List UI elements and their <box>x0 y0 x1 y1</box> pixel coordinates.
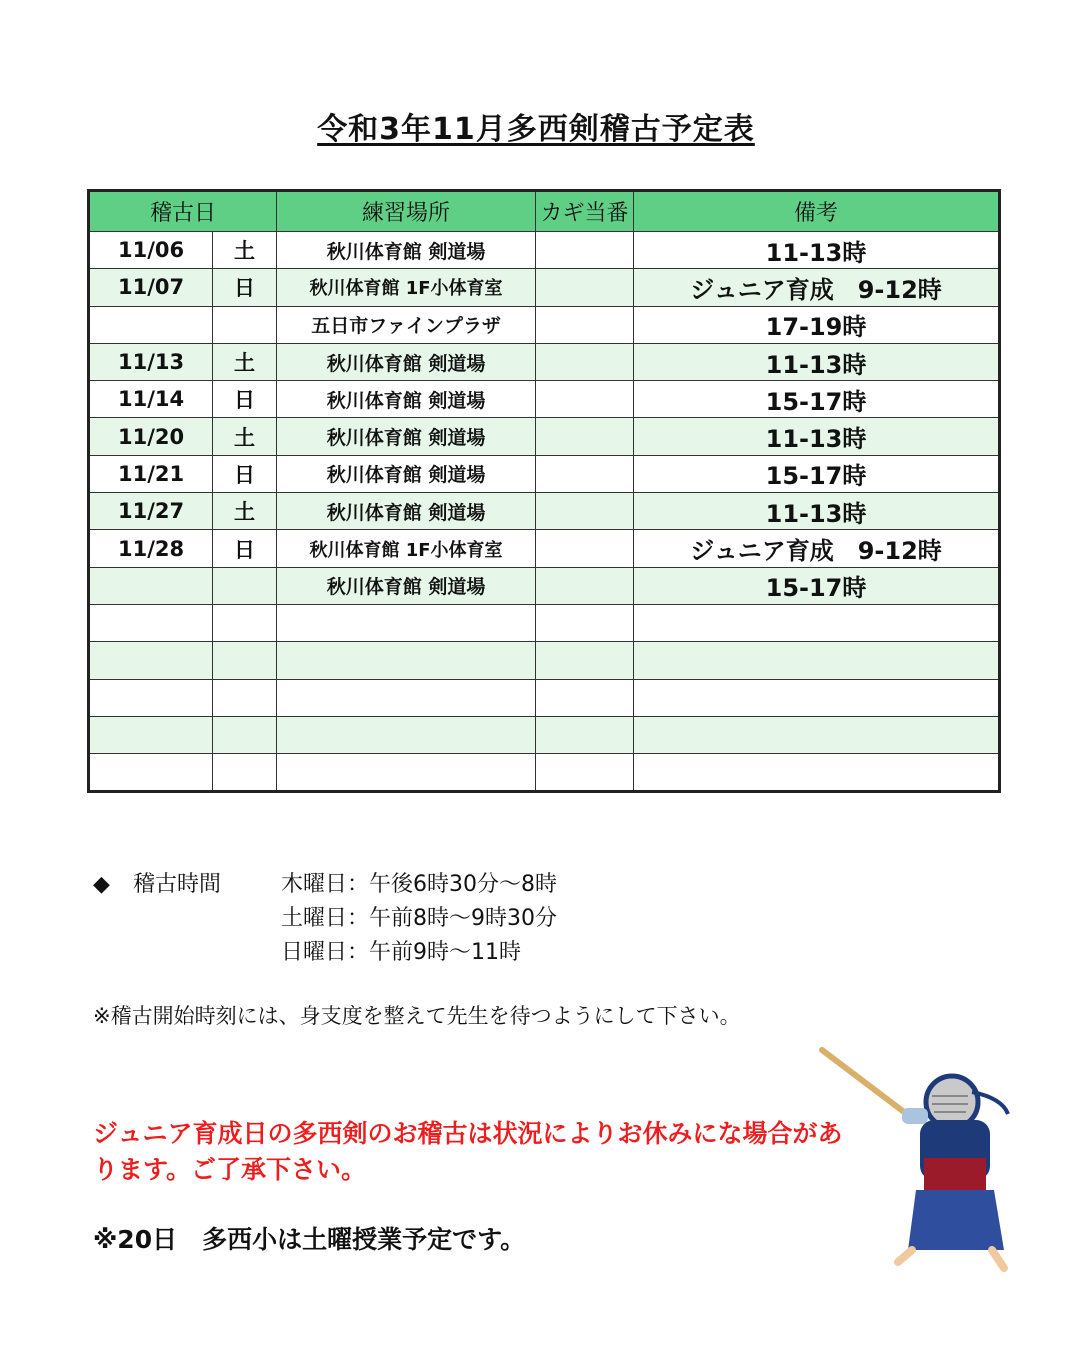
weekday-cell <box>213 716 277 753</box>
hours-line: 木曜日：午後6時30分～8時 <box>281 872 557 897</box>
notice-text: ※稽古開始時刻には、身支度を整えて先生を待つようにして下さい。 <box>93 1004 741 1028</box>
weekday-cell <box>213 642 277 679</box>
weekday-cell: 日 <box>213 381 277 418</box>
date-cell: 11/20 <box>89 418 213 455</box>
place-cell: 秋川体育館 剣道場 <box>277 418 536 455</box>
note-cell <box>634 754 1000 792</box>
header-date: 稽古日 <box>89 191 277 232</box>
weekday-cell: 日 <box>213 455 277 492</box>
diamond-icon: ◆ <box>93 872 110 897</box>
weekday-cell: 土 <box>213 343 277 380</box>
table-row <box>89 343 1000 380</box>
table-row <box>89 418 1000 455</box>
header-notes: 備考 <box>634 191 1000 232</box>
table-header <box>89 191 1000 232</box>
date-cell: 11/13 <box>89 343 213 380</box>
table-row <box>89 269 1000 306</box>
key-duty-cell <box>536 418 634 455</box>
note-cell: 15-17時 <box>634 381 1000 418</box>
place-cell <box>277 679 536 716</box>
red-notice: ジュニア育成日の多西剣のお稽古は状況によりお休みにな場合があります。ご了承下さい。 <box>93 1119 843 1184</box>
table-row <box>89 232 1000 269</box>
note-cell: 11-13時 <box>634 493 1000 530</box>
weekday-cell <box>213 567 277 604</box>
note-cell <box>634 716 1000 753</box>
place-cell: 秋川体育館 1F小体育室 <box>277 269 536 306</box>
key-duty-cell <box>536 455 634 492</box>
header-place: 練習場所 <box>277 191 536 232</box>
hours-line: 日曜日：午前9時～11時 <box>281 940 521 965</box>
date-cell <box>89 679 213 716</box>
key-duty-cell <box>536 232 634 269</box>
hours-line: 土曜日：午前8時～9時30分 <box>281 906 557 931</box>
weekday-cell: 土 <box>213 418 277 455</box>
table-row <box>89 679 1000 716</box>
table-row <box>89 306 1000 343</box>
place-cell <box>277 604 536 641</box>
date-cell: 11/27 <box>89 493 213 530</box>
table-row <box>89 642 1000 679</box>
place-cell: 秋川体育館 剣道場 <box>277 343 536 380</box>
note-cell: 15-17時 <box>634 455 1000 492</box>
weekday-cell: 土 <box>213 232 277 269</box>
note-cell <box>634 604 1000 641</box>
table-row <box>89 716 1000 753</box>
key-duty-cell <box>536 679 634 716</box>
bottom-note: ※20日 多西小は土曜授業予定です。 <box>93 1225 526 1254</box>
table-row <box>89 381 1000 418</box>
header-key-duty: カギ当番 <box>536 191 634 232</box>
note-cell: ジュニア育成 9-12時 <box>634 530 1000 567</box>
note-cell: ジュニア育成 9-12時 <box>634 269 1000 306</box>
place-cell <box>277 716 536 753</box>
key-duty-cell <box>536 754 634 792</box>
date-cell <box>89 716 213 753</box>
table-row <box>89 455 1000 492</box>
date-cell <box>89 306 213 343</box>
key-duty-cell <box>536 343 634 380</box>
place-cell: 五日市ファインプラザ <box>277 306 536 343</box>
note-cell: 11-13時 <box>634 418 1000 455</box>
key-duty-cell <box>536 567 634 604</box>
schedule-table <box>87 189 1001 793</box>
table-row <box>89 754 1000 792</box>
key-duty-cell <box>536 269 634 306</box>
key-duty-cell <box>536 493 634 530</box>
note-cell: 17-19時 <box>634 306 1000 343</box>
hours-label: 稽古時間 <box>133 872 222 897</box>
practice-hours <box>93 868 557 970</box>
date-cell <box>89 604 213 641</box>
date-cell: 11/06 <box>89 232 213 269</box>
page-title: 令和3年11月多西剣稽古予定表 <box>317 112 755 147</box>
date-cell <box>89 567 213 604</box>
place-cell <box>277 642 536 679</box>
table-row <box>89 530 1000 567</box>
date-cell: 11/21 <box>89 455 213 492</box>
note-cell <box>634 679 1000 716</box>
note-cell: 15-17時 <box>634 567 1000 604</box>
note-cell: 11-13時 <box>634 343 1000 380</box>
kendo-practitioner-illustration <box>812 1040 1027 1275</box>
table-row <box>89 493 1000 530</box>
key-duty-cell <box>536 604 634 641</box>
place-cell: 秋川体育館 剣道場 <box>277 567 536 604</box>
weekday-cell <box>213 306 277 343</box>
weekday-cell: 日 <box>213 530 277 567</box>
date-cell: 11/14 <box>89 381 213 418</box>
place-cell: 秋川体育館 剣道場 <box>277 455 536 492</box>
date-cell <box>89 642 213 679</box>
place-cell: 秋川体育館 剣道場 <box>277 493 536 530</box>
date-cell: 11/28 <box>89 530 213 567</box>
weekday-cell <box>213 679 277 716</box>
place-cell: 秋川体育館 1F小体育室 <box>277 530 536 567</box>
place-cell <box>277 754 536 792</box>
place-cell: 秋川体育館 剣道場 <box>277 381 536 418</box>
note-cell <box>634 642 1000 679</box>
key-duty-cell <box>536 642 634 679</box>
table-row <box>89 604 1000 641</box>
key-duty-cell <box>536 381 634 418</box>
table-row <box>89 567 1000 604</box>
key-duty-cell <box>536 716 634 753</box>
weekday-cell <box>213 604 277 641</box>
date-cell <box>89 754 213 792</box>
weekday-cell: 土 <box>213 493 277 530</box>
weekday-cell <box>213 754 277 792</box>
date-cell: 11/07 <box>89 269 213 306</box>
note-cell: 11-13時 <box>634 232 1000 269</box>
key-duty-cell <box>536 306 634 343</box>
weekday-cell: 日 <box>213 269 277 306</box>
key-duty-cell <box>536 530 634 567</box>
place-cell: 秋川体育館 剣道場 <box>277 232 536 269</box>
